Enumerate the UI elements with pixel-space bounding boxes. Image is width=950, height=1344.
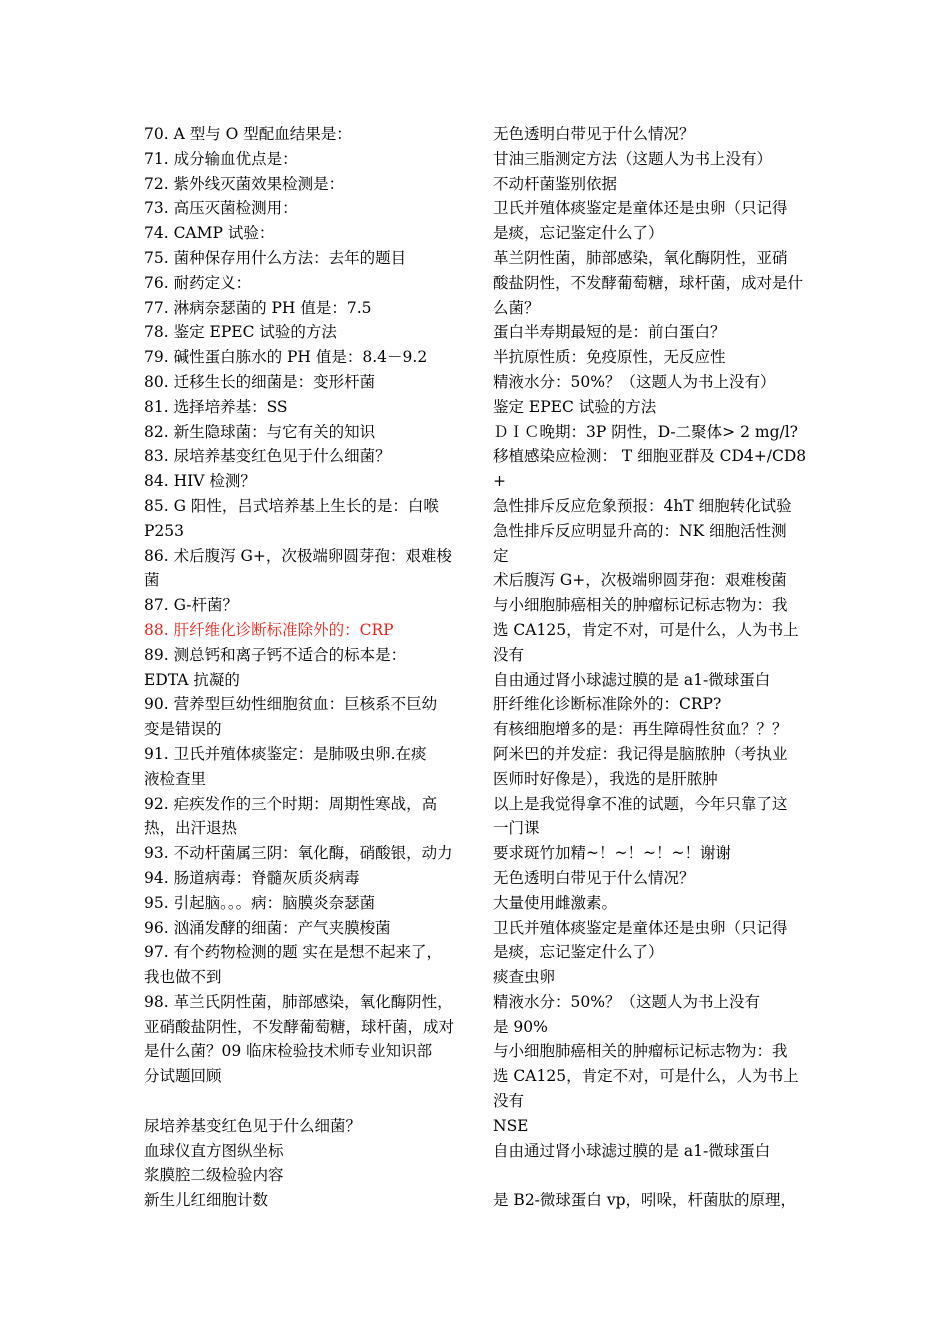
right-column-line: 自由通过肾小球滤过膜的是 a1-微球蛋白 [493, 670, 771, 689]
left-column-line: 72. 紫外线灭菌效果检测是： [144, 174, 345, 193]
left-column-line: 分试题回顾 [144, 1067, 222, 1086]
left-column [144, 122, 466, 1213]
left-column-line: 新生儿红细胞计数 [144, 1191, 269, 1210]
right-column-line: 么菌？ [493, 298, 540, 317]
right-column [493, 122, 811, 1213]
right-column-line: NSE [493, 1116, 529, 1135]
left-column-line: 75. 菌种保存用什么方法：去年的题目 [144, 248, 407, 267]
right-column-line: 要求斑竹加精~！~！~！~！谢谢 [493, 844, 731, 863]
right-column-line: 精液水分：50%？（这题人为书上没有） [493, 372, 776, 391]
left-column-line: 73. 高压灭菌检测用： [144, 199, 298, 218]
right-column-line: 是 90% [493, 1017, 548, 1036]
right-column-line: 革兰阴性菌，肺部感染，氧化酶阴性，亚硝 [493, 248, 788, 267]
right-column-line: 以上是我觉得拿不准的试题，今年只靠了这 [493, 794, 788, 813]
right-column-line: 选 CA125，肯定不对，可是什么，人为书上 [493, 1067, 799, 1086]
right-column-line: 自由通过肾小球滤过膜的是 a1-微球蛋白 [493, 1141, 771, 1160]
right-column-line: 与小细胞肺癌相关的肿瘤标记标志物为：我 [493, 1042, 788, 1061]
right-column-line: 半抗原性质：免疫原性，无反应性 [493, 348, 726, 367]
left-column-line: 81. 选择培养基：SS [144, 397, 288, 416]
right-column-line: 甘油三脂测定方法（这题人为书上没有） [493, 149, 773, 168]
left-column-line: EDTA 抗凝的 [144, 670, 240, 689]
right-column-line: 卫氏并殖体痰鉴定是童体还是虫卵（只记得 [493, 918, 788, 937]
left-column-line: 83. 尿培养基变红色见于什么细菌？ [144, 447, 391, 466]
right-column-line: 蛋白半寿期最短的是：前白蛋白？ [493, 323, 726, 342]
left-column-line: 93. 不动杆菌属三阴：氧化酶，硝酸银，动力 [144, 844, 453, 863]
left-column-line: 87. G-杆菌？ [144, 596, 238, 615]
left-column-line: 亚硝酸盐阴性，不发酵葡萄糖，球杆菌，成对 [144, 1017, 455, 1036]
right-column-line: 术后腹泻 G+，次极端卵圆芽孢：艰难梭菌 [493, 571, 787, 590]
left-column-line: 96. 汹涌发酵的细菌：产气夹膜梭菌 [144, 918, 391, 937]
left-column-line: 我也做不到 [144, 968, 222, 987]
right-column-line: 无色透明白带见于什么情况？ [493, 125, 695, 143]
right-column-line: 肝纤维化诊断标准除外的：CRP? [493, 695, 722, 714]
left-column-line: 98. 革兰氏阴性菌，肺部感染，氧化酶阴性， [144, 992, 453, 1011]
right-column-line: 酸盐阴性，不发酵葡萄糖，球杆菌，成对是什 [493, 273, 804, 292]
right-column-line: 医师时好像是），我选的是肝脓肿 [493, 769, 718, 788]
left-column-line: 变是错误的 [144, 720, 222, 739]
left-column-line: 82. 新生隐球菌：与它有关的知识 [144, 422, 376, 441]
right-column-line: 是 B2-微球蛋白 vp，吲哚，杆菌肽的原理， [493, 1191, 797, 1210]
right-column-line [493, 1163, 811, 1188]
right-column-line: ＤＩＣ晚期：3P 阴性，D-二聚体> 2 mg/l? [493, 422, 798, 441]
right-column-line: 无色透明白带见于什么情况？ [493, 868, 695, 887]
right-column-line: 是痰，忘记鉴定什么了） [493, 943, 664, 962]
right-column-line: 精液水分：50%？（这题人为书上没有 [493, 992, 760, 1011]
right-column-line: 是痰，忘记鉴定什么了） [493, 224, 664, 243]
left-column-line: 是什么菌？09 临床检验技术师专业知识部 [144, 1042, 433, 1061]
left-column-line: 71. 成分输血优点是： [144, 149, 298, 168]
right-column-line: 移植感染应检测： T 细胞亚群及 CD4+/CD8 [493, 447, 807, 466]
right-column-line: 有核细胞增多的是：再生障碍性贫血？？？ [493, 720, 788, 739]
left-column-line: 88. 肝纤维化诊断标准除外的：CRP [144, 620, 394, 639]
left-column-line: 78. 鉴定 EPEC 试验的方法 [144, 323, 337, 342]
right-column-line: 急性排斥反应危象预报：4hT 细胞转化试验 [493, 496, 792, 515]
left-column-line: 91. 卫氏并殖体痰鉴定：是肺吸虫卵.在痰 [144, 744, 427, 763]
left-column-line: 90. 营养型巨幼性细胞贫血：巨核系不巨幼 [144, 695, 438, 714]
right-column-line: 一门课 [493, 819, 540, 838]
left-column-line: 浆膜腔二级检验内容 [144, 1166, 284, 1185]
left-column-line: 血球仪直方图纵坐标 [144, 1141, 284, 1160]
left-column-line [144, 1089, 466, 1114]
left-column-line: 76. 耐药定义： [144, 273, 252, 292]
right-column-line: 阿米巴的并发症：我记得是脑脓肿（考执业 [493, 744, 788, 763]
left-column-line: 92. 疟疾发作的三个时期：周期性寒战，高 [144, 794, 438, 813]
left-column-line: 85. G 阳性，吕式培养基上生长的是：白喉 [144, 496, 439, 515]
left-column-line: 94. 肠道病毒：脊髓灰质炎病毒 [144, 868, 360, 887]
left-column-line: 79. 碱性蛋白胨水的 PH 值是：8.4－9.2 [144, 348, 428, 367]
right-column-line: 选 CA125，肯定不对，可是什么，人为书上 [493, 620, 799, 639]
left-column-line: 80. 迁移生长的细菌是：变形杆菌 [144, 372, 376, 391]
left-column-line: 95. 引起脑。。。病：脑膜炎奈瑟菌 [144, 893, 376, 912]
left-column-line: 尿培养基变红色见于什么细菌？ [144, 1116, 362, 1135]
right-column-line: 大量使用雌激素。 [493, 893, 618, 912]
left-column-line: P253 [144, 521, 185, 540]
right-column-line: 与小细胞肺癌相关的肿瘤标记标志物为：我 [493, 596, 788, 615]
right-column-line: 没有 [493, 645, 525, 664]
left-column-line: 77. 淋病奈瑟菌的 PH 值是：7.5 [144, 298, 372, 317]
right-column-line: 痰查虫卵 [493, 968, 556, 987]
left-column-line: 86. 术后腹泻 G+，次极端卵圆芽孢：艰难梭 [144, 546, 452, 565]
left-column-line: 菌 [144, 571, 160, 590]
right-column-line: + [493, 472, 506, 491]
right-column-line: 卫氏并殖体痰鉴定是童体还是虫卵（只记得 [493, 199, 788, 218]
right-column-line: 鉴定 EPEC 试验的方法 [493, 397, 657, 416]
left-column-line: 70. A 型与 O 型配血结果是： [144, 125, 352, 143]
right-column-line: 定 [493, 546, 509, 565]
left-column-line: 热，出汗退热 [144, 819, 238, 838]
left-column-line: 液检查里 [144, 769, 207, 788]
right-column-line: 不动杆菌鉴别依据 [493, 174, 618, 193]
left-column-line: 74. CAMP 试验： [144, 224, 275, 243]
left-column-line: 97. 有个药物检测的题 实在是想不起来了， [144, 943, 443, 962]
right-column-line: 没有 [493, 1092, 525, 1111]
left-column-line: 84. HIV 检测？ [144, 472, 256, 491]
left-column-line: 89. 测总钙和离子钙不适合的标本是： [144, 645, 407, 664]
right-column-line: 急性排斥反应明显升高的：NK 细胞活性测 [493, 521, 787, 540]
